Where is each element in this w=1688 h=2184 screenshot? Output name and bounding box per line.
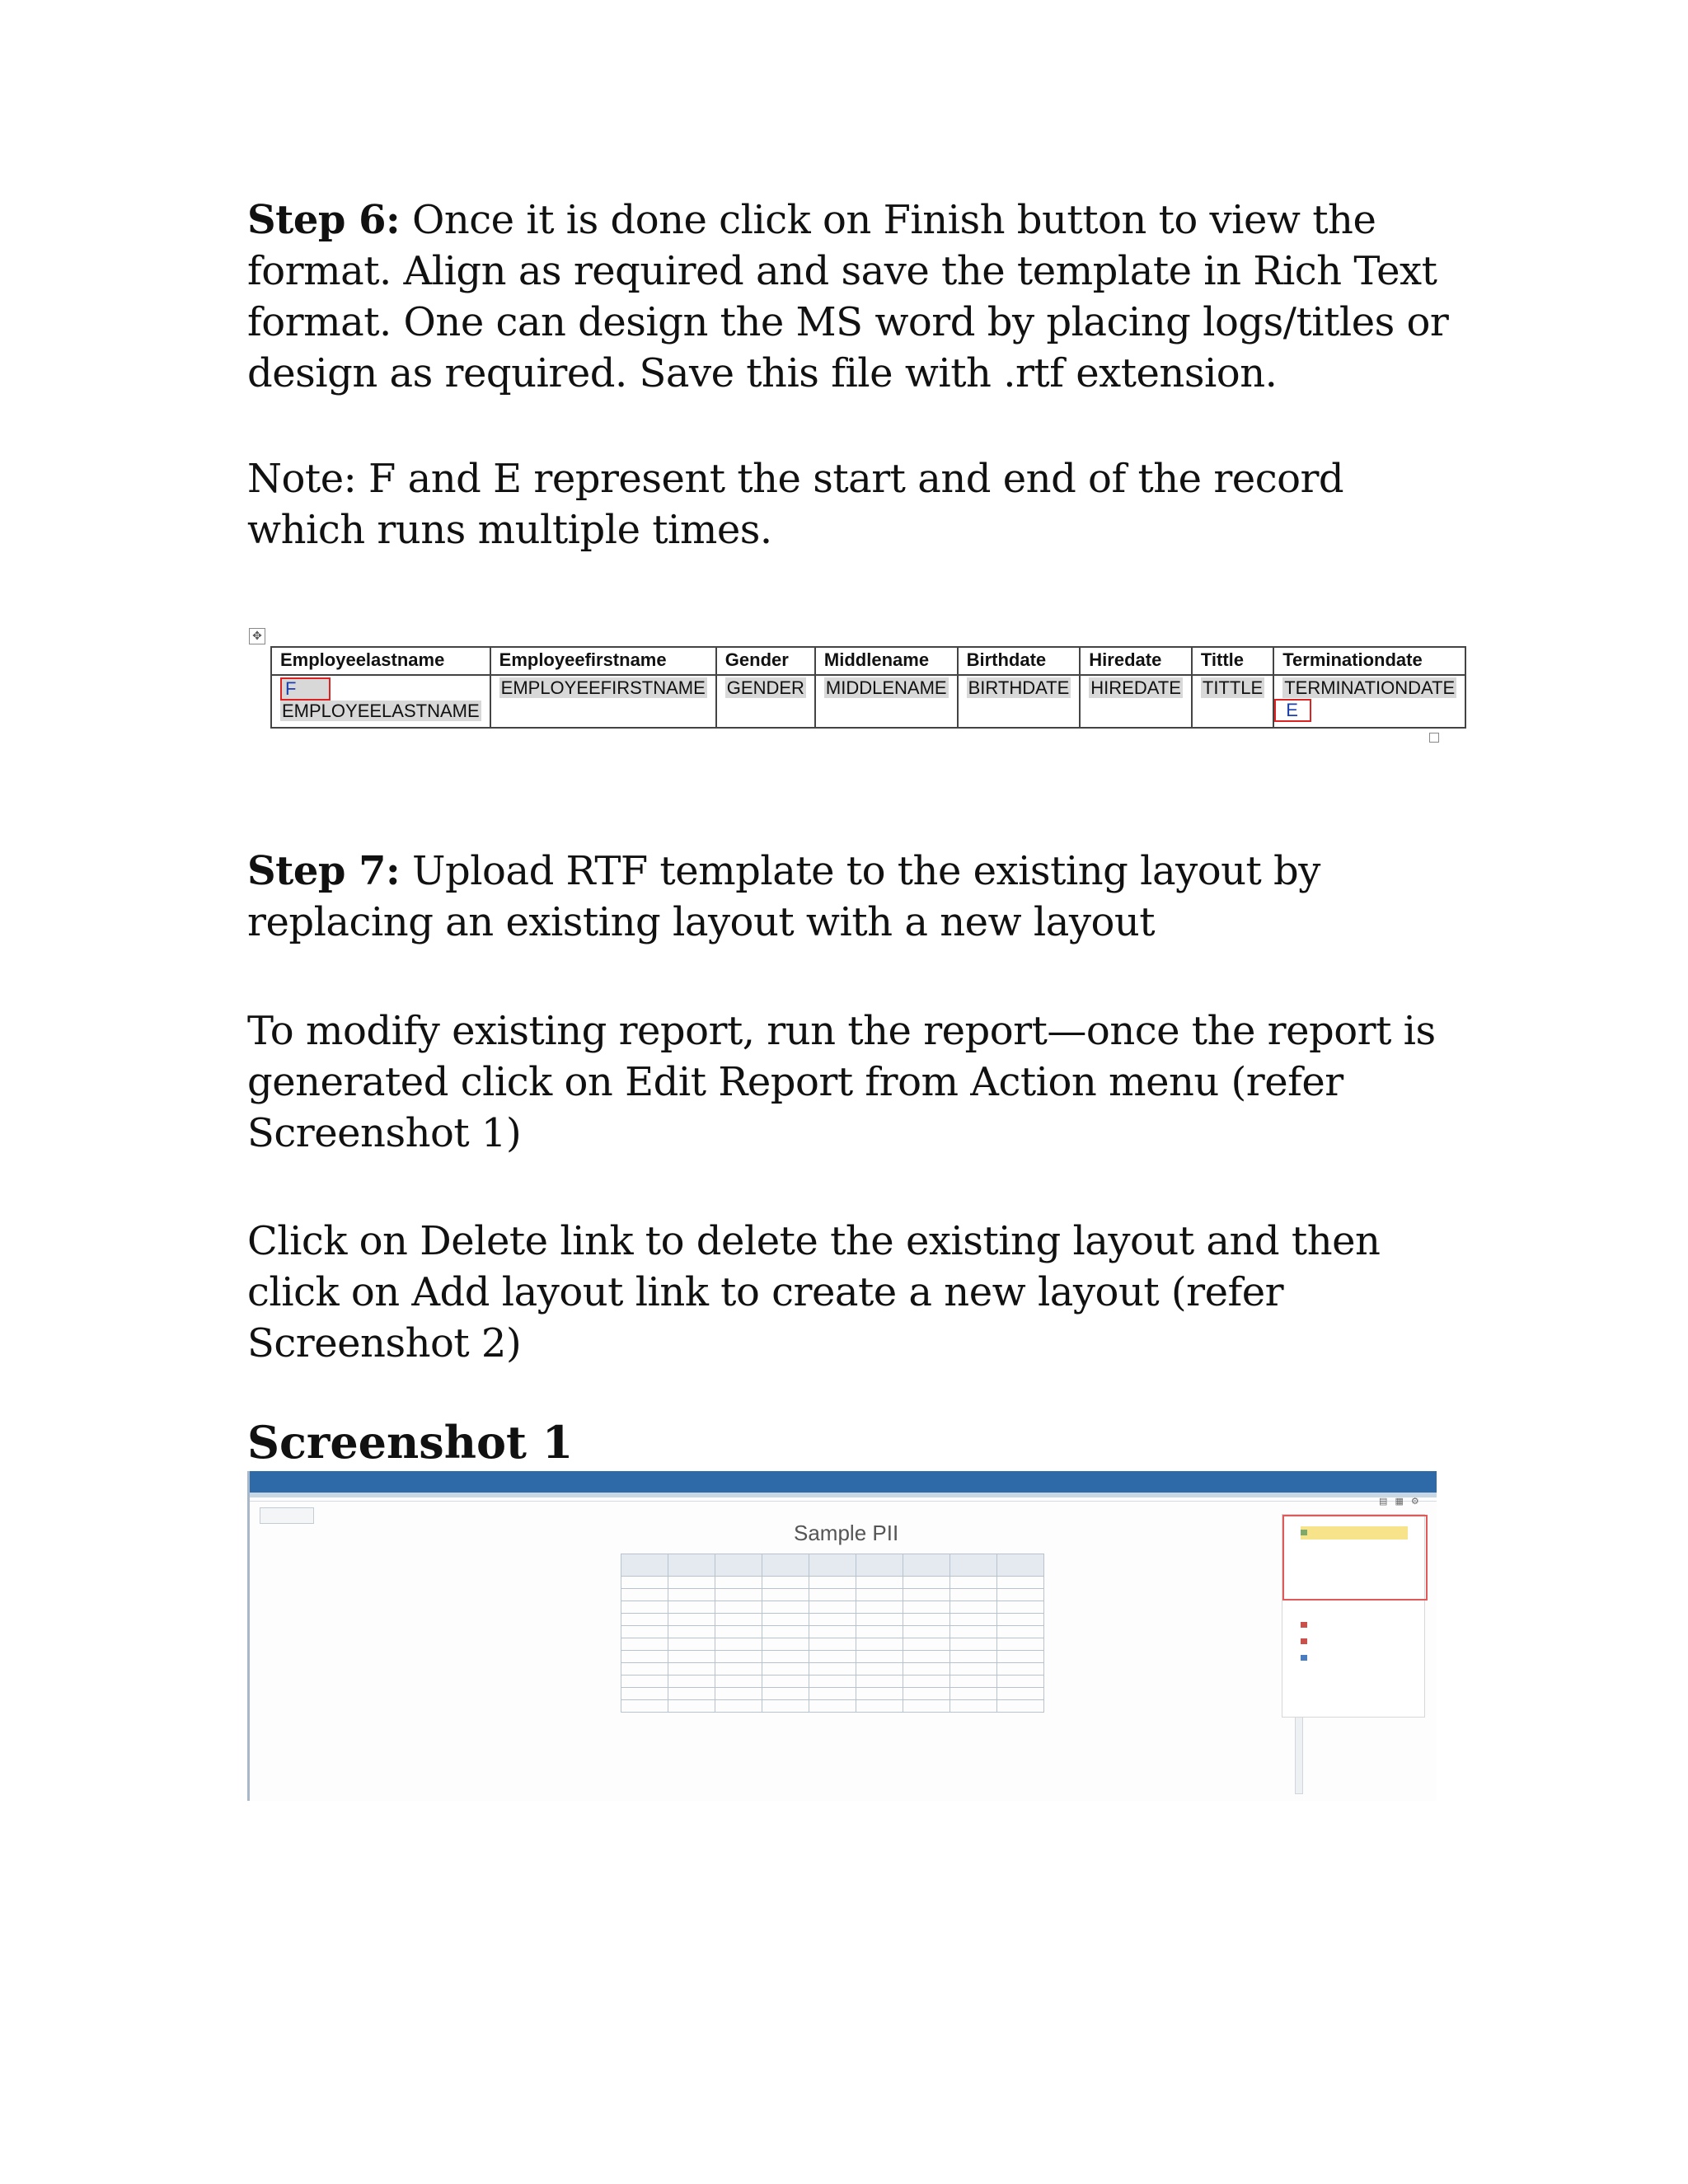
step7-label: Step 7: bbox=[247, 848, 401, 894]
header-employeefirstname: Employeefirstname bbox=[490, 647, 716, 675]
cell-middlename bbox=[815, 675, 958, 728]
cell-gender bbox=[716, 675, 815, 728]
start-marker: F bbox=[280, 677, 331, 701]
table-row bbox=[271, 675, 1465, 728]
cell-tittle bbox=[1192, 675, 1273, 728]
header-tittle: Tittle bbox=[1192, 647, 1273, 675]
cell-hiredate bbox=[1080, 675, 1192, 728]
action-menu-item-selected bbox=[1301, 1526, 1408, 1540]
menu-item-icon bbox=[1301, 1530, 1307, 1535]
cell-employeefirstname bbox=[490, 675, 716, 728]
cell-birthdate bbox=[958, 675, 1081, 728]
resize-handle[interactable] bbox=[1429, 733, 1439, 743]
modify-report-paragraph: To modify existing report, run the report—once the report is generated click on Edit Report from Action menu (refer Screenshot 1) bbox=[247, 1008, 1436, 1156]
field-gender: GENDER bbox=[726, 677, 804, 698]
field-birthdate: BIRTHDATE bbox=[968, 677, 1070, 698]
header-employeelastname: Employeelastname bbox=[271, 647, 490, 675]
menu-item-icon bbox=[1301, 1655, 1307, 1661]
app-header-bar bbox=[250, 1471, 1437, 1493]
rtf-template-table-area bbox=[249, 628, 1456, 731]
step7-text: Upload RTF template to the existing layout by replacing an existing layout with a new layout bbox=[247, 848, 1320, 945]
end-marker: E bbox=[1274, 699, 1311, 722]
menu-item-icon bbox=[1301, 1638, 1307, 1644]
report-preview-table bbox=[621, 1554, 1044, 1713]
cell-terminationdate bbox=[1273, 675, 1465, 728]
screenshot-1-image bbox=[247, 1471, 1437, 1801]
report-tab bbox=[260, 1507, 314, 1524]
step6-paragraph bbox=[247, 194, 1451, 399]
header-terminationdate: Terminationdate bbox=[1273, 647, 1465, 675]
header-middlename: Middlename bbox=[815, 647, 958, 675]
step6-text: Once it is done click on Finish button to view the format. Align as required and save the template in Rich Text format. One can design the MS word by placing logs/titles or design as required. Save this file with .rtf extension. bbox=[247, 197, 1449, 396]
delete-layout-paragraph: Click on Delete link to delete the existing layout and then click on Add layout link to create a new layout (refer Screenshot 2) bbox=[247, 1218, 1381, 1366]
rtf-template-table bbox=[270, 646, 1466, 729]
field-middlename: MIDDLENAME bbox=[825, 677, 947, 698]
field-tittle: TITTLE bbox=[1202, 677, 1264, 698]
header-birthdate: Birthdate bbox=[958, 647, 1081, 675]
header-hiredate: Hiredate bbox=[1080, 647, 1192, 675]
step7-paragraph bbox=[247, 846, 1451, 948]
app-subheader bbox=[250, 1493, 1437, 1497]
move-icon[interactable]: ✥ bbox=[249, 628, 265, 644]
header-gender: Gender bbox=[716, 647, 815, 675]
field-employeefirstname: EMPLOYEEFIRSTNAME bbox=[500, 677, 706, 698]
action-menu bbox=[1282, 1514, 1425, 1718]
screenshot1-heading: Screenshot 1 bbox=[247, 1416, 574, 1469]
report-toolbar-icons: ▤ ▦ ⚙ bbox=[1379, 1497, 1422, 1507]
field-terminationdate: TERMINATIONDATE bbox=[1284, 677, 1456, 698]
note-paragraph: Note: F and E represent the start and end of the record which runs multiple times. bbox=[247, 456, 1344, 553]
menu-item-icon bbox=[1301, 1622, 1307, 1628]
field-employeelastname: EMPLOYEELASTNAME bbox=[282, 701, 480, 721]
field-hiredate: HIREDATE bbox=[1090, 677, 1181, 698]
step6-label: Step 6: bbox=[247, 197, 401, 243]
report-title: Sample PII bbox=[794, 1521, 899, 1545]
cell-employeelastname bbox=[271, 675, 490, 728]
table-header-row bbox=[271, 647, 1465, 675]
